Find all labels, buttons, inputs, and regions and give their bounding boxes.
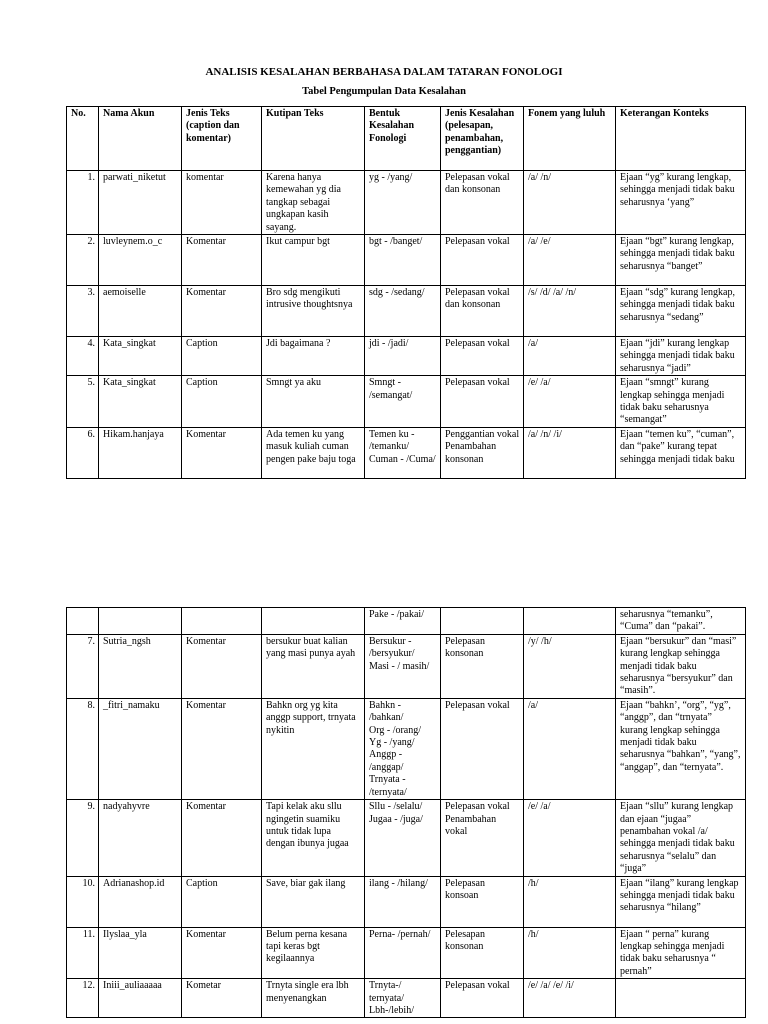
cell-context: Ejaan “bahkn’, “org”, “yg”, “anggp”, dan “trnyata” kurang lengkap sehingga menjadi tidak baku seharusnya “bahkan”, “yang”, “anggap”, dan “ternyata”. bbox=[616, 698, 746, 799]
cell-account-name: _fitri_namaku bbox=[99, 698, 182, 799]
cell-account-name: Adrianashop.id bbox=[99, 876, 182, 927]
cell-phoneme: /y/ /h/ bbox=[524, 634, 616, 698]
header-text-type: Jenis Teks (caption dan komentar) bbox=[182, 107, 262, 171]
cell-text-quote: Smngt ya aku bbox=[262, 376, 365, 428]
cell-error-form: Bahkn - /bahkan/ Org - /orang/ Yg - /yang/ Anggp - /anggap/ Trnyata - /ternyata/ bbox=[365, 698, 441, 799]
table-row bbox=[67, 927, 746, 979]
cell-context: Ejaan “bgt” kurang lengkap, sehingga menjadi tidak baku seharusnya “banget” bbox=[616, 235, 746, 286]
cell-context: Ejaan “jdi” kurang lengkap sehingga menjadi tidak baku seharusnya “jadi” bbox=[616, 337, 746, 376]
cell-context: Ejaan “ perna” kurang lengkap sehingga menjadi tidak baku seharusnya “ pernah” bbox=[616, 927, 746, 979]
cell-error-form: bgt - /banget/ bbox=[365, 235, 441, 286]
cell-text-quote: Jdi bagaimana ? bbox=[262, 337, 365, 376]
cell-text-type: Komentar bbox=[182, 235, 262, 286]
table-row bbox=[67, 608, 746, 635]
cell-phoneme: /a/ bbox=[524, 698, 616, 799]
cell-context: Ejaan “bersukur” dan “masi” kurang lengkap sehingga menjadi tidak baku seharusnya “bersyukur” dan “masih”. bbox=[616, 634, 746, 698]
cell-context: Ejaan “sllu” kurang lengkap dan ejaan “jugaa” penambahan vokal /a/ sehingga menjadi tidak baku seharusnya “selalu” dan “juga” bbox=[616, 800, 746, 876]
cell-error-form: Pake - /pakai/ bbox=[365, 608, 441, 635]
header-phoneme: Fonem yang luluh bbox=[524, 107, 616, 171]
cell-text-quote: Save, biar gak ilang bbox=[262, 876, 365, 927]
cell-phoneme: /e/ /a/ bbox=[524, 376, 616, 428]
cell-text-quote: Trnyta single era lbh menyenangkan bbox=[262, 979, 365, 1018]
cell-error-type: Pelepasan vokal bbox=[441, 698, 524, 799]
cell-error-type: Pelepasan konsonan bbox=[441, 634, 524, 698]
cell-error-form: sdg - /sedang/ bbox=[365, 286, 441, 337]
cell-phoneme: /h/ bbox=[524, 927, 616, 979]
cell-account-name: Kata_singkat bbox=[99, 337, 182, 376]
cell-context: Ejaan “temen ku”, “cuman”, dan “pake” kurang tepat sehingga menjadi tidak baku bbox=[616, 427, 746, 478]
cell-no: 2. bbox=[67, 235, 99, 286]
cell-no: 9. bbox=[67, 800, 99, 876]
cell-no: 4. bbox=[67, 337, 99, 376]
document-title: ANALISIS KESALAHAN BERBAHASA DALAM TATARAN FONOLOGI bbox=[205, 66, 563, 78]
cell-text-type: Caption bbox=[182, 376, 262, 428]
cell-account-name: Hikam.hanjaya bbox=[99, 427, 182, 478]
cell-no: 12. bbox=[67, 979, 99, 1018]
cell-text-quote: Ikut campur bgt bbox=[262, 235, 365, 286]
table-subtitle: Tabel Pengumpulan Data Kesalahan bbox=[302, 86, 466, 97]
cell-error-form: Sllu - /selalu/ Jugaa - /juga/ bbox=[365, 800, 441, 876]
cell-account-name: Ilyslaa_yla bbox=[99, 927, 182, 979]
cell-no: 8. bbox=[67, 698, 99, 799]
cell-text-type: Komentar bbox=[182, 698, 262, 799]
cell-account-name: Iniii_auliaaaaa bbox=[99, 979, 182, 1018]
cell-context: Ejaan “smngt” kurang lengkap sehingga menjadi tidak baku seharusnya “semangat” bbox=[616, 376, 746, 428]
cell-account-name: Sutria_ngsh bbox=[99, 634, 182, 698]
table-row bbox=[67, 876, 746, 927]
cell-phoneme: /e/ /a/ bbox=[524, 800, 616, 876]
cell-phoneme: /s/ /d/ /a/ /n/ bbox=[524, 286, 616, 337]
cell-error-type bbox=[441, 608, 524, 635]
cell-context bbox=[616, 979, 746, 1018]
cell-text-quote: Ada temen ku yang masuk kuliah cuman pengen pake baju toga bbox=[262, 427, 365, 478]
cell-text-quote: bersukur buat kalian yang masi punya ayah bbox=[262, 634, 365, 698]
cell-text-quote bbox=[262, 608, 365, 635]
cell-error-type: Pelepasan vokal bbox=[441, 376, 524, 428]
error-data-table-page-1 bbox=[66, 106, 746, 479]
cell-error-form: Bersukur - /bersyukur/ Masi - / masih/ bbox=[365, 634, 441, 698]
cell-account-name: aemoiselle bbox=[99, 286, 182, 337]
table-row bbox=[67, 337, 746, 376]
header-error-type: Jenis Kesalahan (pelesapan, penambahan, penggantian) bbox=[441, 107, 524, 171]
table-row bbox=[67, 376, 746, 428]
cell-text-quote: Bahkn org yg kita anggp support, trnyata nykitin bbox=[262, 698, 365, 799]
cell-error-form: Smngt - /semangat/ bbox=[365, 376, 441, 428]
cell-error-type: Penggantian vokal Penambahan konsonan bbox=[441, 427, 524, 478]
cell-error-form: ilang - /hilang/ bbox=[365, 876, 441, 927]
table-row bbox=[67, 800, 746, 876]
cell-no: 5. bbox=[67, 376, 99, 428]
cell-no bbox=[67, 608, 99, 635]
cell-error-form: Temen ku - /temanku/ Cuman - /Cuma/ bbox=[365, 427, 441, 478]
cell-text-quote: Belum perna kesana tapi keras bgt kegilaannya bbox=[262, 927, 365, 979]
cell-context: Ejaan “ilang” kurang lengkap sehingga menjadi tidak baku seharusnya “hilang” bbox=[616, 876, 746, 927]
header-error-form: Bentuk Kesalahan Fonologi bbox=[365, 107, 441, 171]
table-header-row bbox=[67, 107, 746, 171]
table-row bbox=[67, 979, 746, 1018]
cell-no: 10. bbox=[67, 876, 99, 927]
cell-context: Ejaan “yg” kurang lengkap, sehingga menjadi tidak baku seharusnya ‘yang” bbox=[616, 171, 746, 235]
table-row bbox=[67, 634, 746, 698]
cell-error-form: yg - /yang/ bbox=[365, 171, 441, 235]
cell-text-type: Komentar bbox=[182, 427, 262, 478]
cell-account-name: Kata_singkat bbox=[99, 376, 182, 428]
cell-phoneme bbox=[524, 608, 616, 635]
cell-text-type: komentar bbox=[182, 171, 262, 235]
cell-phoneme: /h/ bbox=[524, 876, 616, 927]
cell-context: seharusnya “temanku”, “Cuma” dan “pakai”. bbox=[616, 608, 746, 635]
cell-phoneme: /a/ /n/ /i/ bbox=[524, 427, 616, 478]
cell-no: 11. bbox=[67, 927, 99, 979]
header-no: No. bbox=[67, 107, 99, 171]
cell-account-name: nadyahyvre bbox=[99, 800, 182, 876]
cell-text-type bbox=[182, 608, 262, 635]
header-account-name: Nama Akun bbox=[99, 107, 182, 171]
cell-text-type: Komentar bbox=[182, 634, 262, 698]
cell-context: Ejaan “sdg” kurang lengkap, sehingga menjadi tidak baku seharusnya “sedang” bbox=[616, 286, 746, 337]
cell-account-name: luvleynem.o_c bbox=[99, 235, 182, 286]
cell-account-name bbox=[99, 608, 182, 635]
cell-error-form: Trnyta-/ ternyata/ Lbh-/lebih/ bbox=[365, 979, 441, 1018]
cell-no: 6. bbox=[67, 427, 99, 478]
cell-text-type: Komentar bbox=[182, 927, 262, 979]
cell-text-quote: Bro sdg mengikuti intrusive thoughtsnya bbox=[262, 286, 365, 337]
cell-phoneme: /a/ /n/ bbox=[524, 171, 616, 235]
cell-error-form: Perna- /pernah/ bbox=[365, 927, 441, 979]
cell-phoneme: /a/ bbox=[524, 337, 616, 376]
cell-text-type: Kometar bbox=[182, 979, 262, 1018]
cell-error-type: Pelepasan vokal dan konsonan bbox=[441, 171, 524, 235]
cell-phoneme: /e/ /a/ /e/ /i/ bbox=[524, 979, 616, 1018]
cell-error-type: Pelepasan vokal bbox=[441, 337, 524, 376]
cell-error-type: Pelesapan konsonan bbox=[441, 927, 524, 979]
cell-no: 1. bbox=[67, 171, 99, 235]
header-text-quote: Kutipan Teks bbox=[262, 107, 365, 171]
cell-text-type: Komentar bbox=[182, 286, 262, 337]
table-row bbox=[67, 171, 746, 235]
cell-error-form: jdi - /jadi/ bbox=[365, 337, 441, 376]
header-context: Keterangan Konteks bbox=[616, 107, 746, 171]
cell-no: 7. bbox=[67, 634, 99, 698]
cell-text-quote: Tapi kelak aku sllu ngingetin suamiku untuk tidak lupa dengan ibunya jugaa bbox=[262, 800, 365, 876]
table-row bbox=[67, 286, 746, 337]
table-row bbox=[67, 698, 746, 799]
table-row bbox=[67, 235, 746, 286]
table-row bbox=[67, 427, 746, 478]
cell-text-type: Caption bbox=[182, 337, 262, 376]
cell-error-type: Pelepasan konsoan bbox=[441, 876, 524, 927]
cell-no: 3. bbox=[67, 286, 99, 337]
cell-text-type: Komentar bbox=[182, 800, 262, 876]
cell-error-type: Pelepasan vokal bbox=[441, 235, 524, 286]
cell-text-type: Caption bbox=[182, 876, 262, 927]
cell-account-name: parwati_niketut bbox=[99, 171, 182, 235]
cell-error-type: Pelepasan vokal bbox=[441, 979, 524, 1018]
cell-phoneme: /a/ /e/ bbox=[524, 235, 616, 286]
cell-error-type: Pelepasan vokal Penambahan vokal bbox=[441, 800, 524, 876]
cell-error-type: Pelepasan vokal dan konsonan bbox=[441, 286, 524, 337]
cell-text-quote: Karena hanya kemewahan yg dia tangkap sebagai ungkapan kasih sayang. bbox=[262, 171, 365, 235]
error-data-table-page-2 bbox=[66, 607, 746, 1018]
